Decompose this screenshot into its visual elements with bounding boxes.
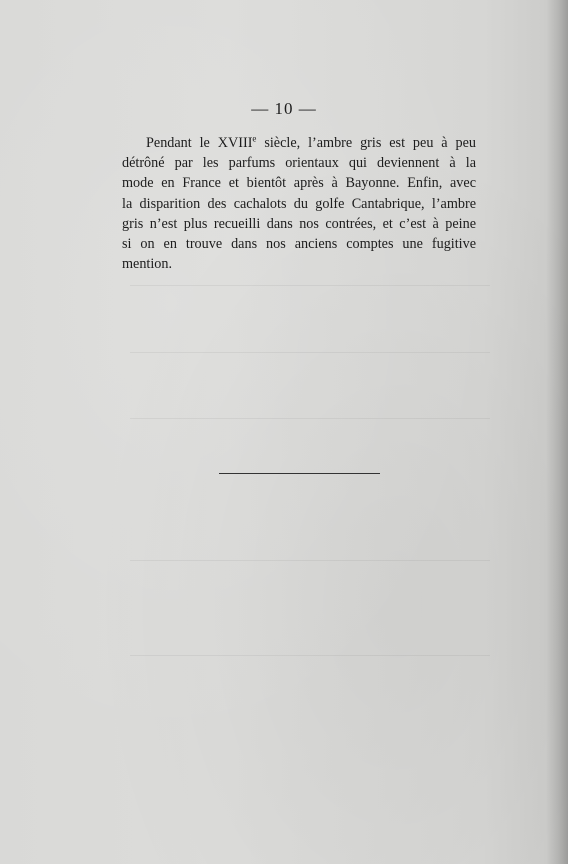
show-through-line (130, 655, 490, 656)
line-text: siècle, l’ambre gris est peu à peu (256, 135, 476, 151)
section-divider (219, 473, 380, 474)
body-paragraph (122, 133, 476, 274)
paragraph-line (122, 133, 476, 153)
paragraph-line: mode en France et bientôt après à Bayonne. Enfin, avec (122, 175, 476, 192)
binding-shadow (546, 0, 568, 864)
show-through-line (130, 352, 490, 353)
show-through-line (130, 418, 490, 419)
show-through-line (130, 560, 490, 561)
paragraph-line: détrôné par les parfums orientaux qui deviennent à la (122, 155, 476, 172)
paragraph-line: mention. (122, 256, 173, 273)
line-text: Pendant le XVIII (146, 135, 253, 151)
paragraph-line: gris n’est plus recueilli dans nos contrées, et c’est à peine (122, 215, 476, 232)
paragraph-line: la disparition des cachalots du golfe Cantabrique, l’ambre (122, 195, 476, 212)
paragraph-line: si on en trouve dans nos anciens comptes une fugitive (122, 236, 476, 253)
superscript: e (252, 133, 257, 144)
show-through-line (130, 285, 490, 286)
page-number: — 10 — (251, 99, 317, 118)
